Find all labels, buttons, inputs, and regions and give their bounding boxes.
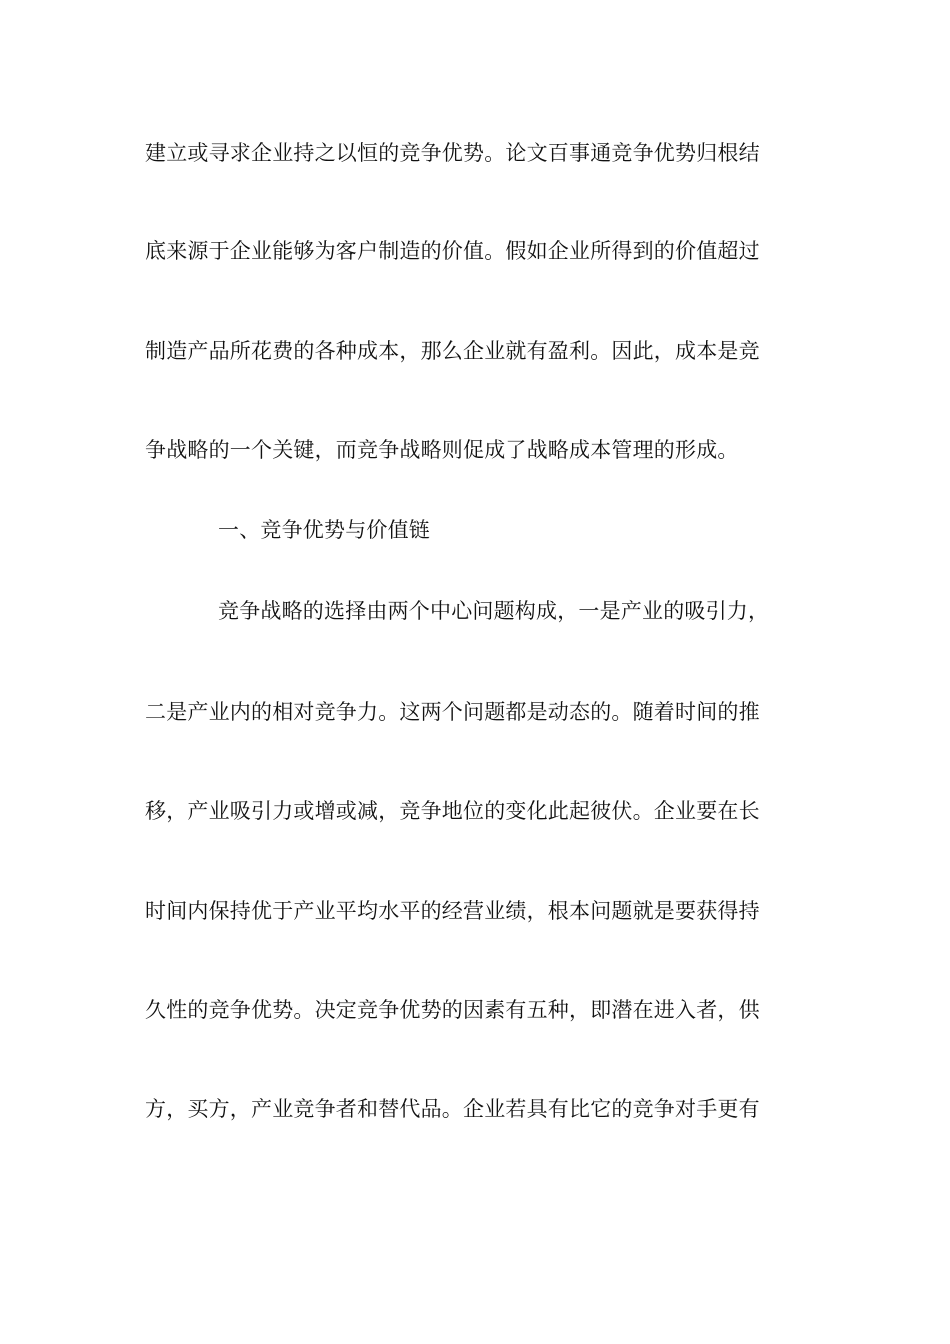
paragraph-line: 久性的竞争优势。决定竞争优势的因素有五种，即潜在进入者，供: [145, 998, 760, 1022]
paragraph-line: 移，产业吸引力或增或减，竞争地位的变化此起彼伏。企业要在长: [145, 799, 760, 823]
paragraph-line: 二是产业内的相对竞争力。这两个问题都是动态的。随着时间的推: [145, 700, 760, 724]
paragraph-line: 建立或寻求企业持之以恒的竞争优势。论文百事通竞争优势归根结: [145, 141, 760, 165]
paragraph-line: 时间内保持优于产业平均水平的经营业绩，根本问题就是要获得持: [145, 899, 760, 923]
paragraph-line: 制造产品所花费的各种成本，那么企业就有盈利。因此，成本是竞: [145, 339, 760, 363]
paragraph-line: 竞争战略的选择由两个中心问题构成，一是产业的吸引力，: [218, 599, 770, 623]
paragraph-line: 争战略的一个关键，而竞争战略则促成了战略成本管理的形成。: [145, 438, 739, 462]
paragraph-line: 方，买方，产业竞争者和替代品。企业若具有比它的竞争对手更有: [145, 1097, 760, 1121]
section-heading: 一、竞争优势与价值链: [218, 518, 430, 542]
paragraph-line: 底来源于企业能够为客户制造的价值。假如企业所得到的价值超过: [145, 239, 760, 263]
